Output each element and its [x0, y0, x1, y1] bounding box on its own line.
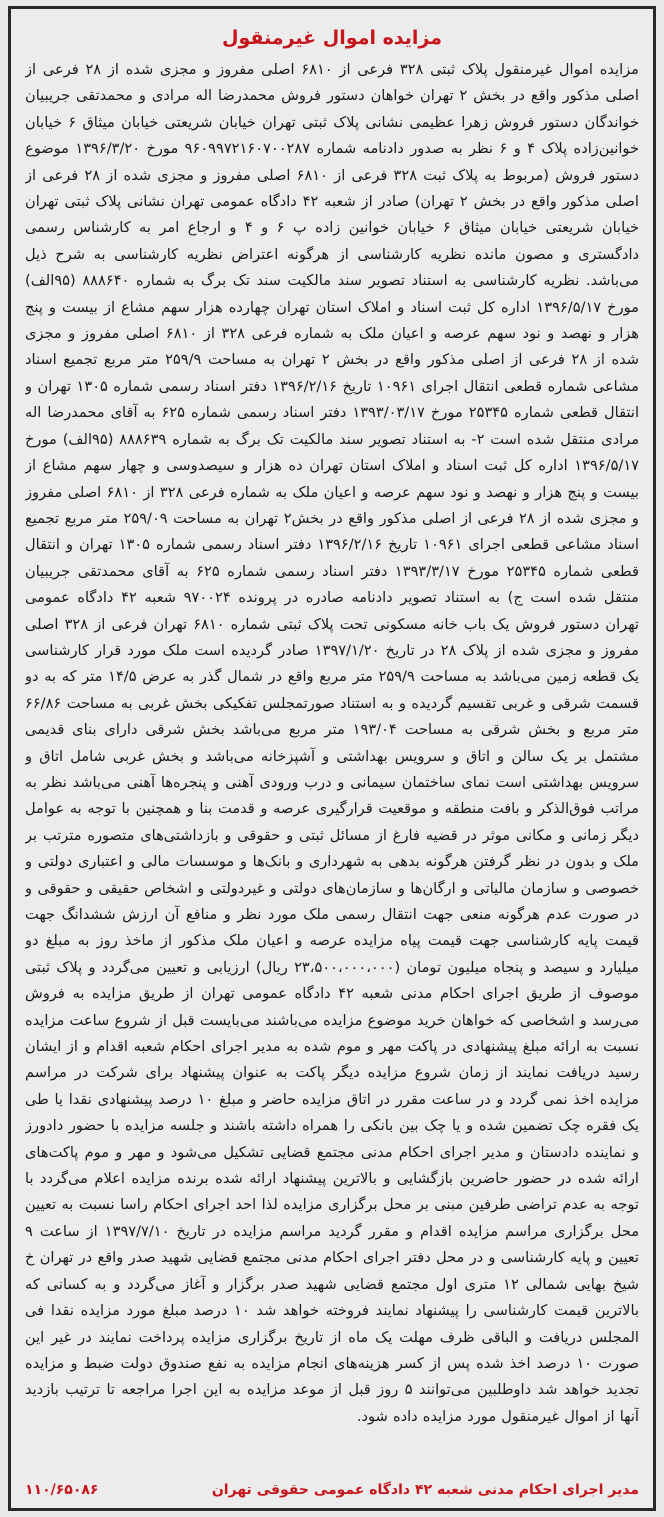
title-row — [25, 27, 639, 49]
notice-body: مزایده اموال غیرمنقول پلاک ثبتی ۳۲۸ فرعی از ۶۸۱۰ اصلی مفروز و مجزی شده از ۲۸ فرعی از اصلی مذکور واقع در بخش ۲ تهران خواهان دستور فروش محمدرضا اله مرادی و محمدتقی جریبیان خواندگان دستور فروش زهرا عظیمی نشانی پلاک ثبتی تهران خیابان شریعتی خیابان میثاق ۶ خیابان خوانین‌زاده پلاک ۴ و ۶ نظر به صدور دادنامه شماره ۹۶۰۹۹۷۲۱۶۰۷۰۰۲۸۷ مورخ ۱۳۹۶/۳/۲۰ موضوع دستور فروش (مربوط به پلاک ثبت ۳۲۸ فرعی از ۶۸۱۰ اصلی مفروز و مجزی شده از ۲۸ فرعی از اصلی مذکور واقع در بخش ۲ تهران) صادر از شعبه ۴۲ دادگاه عمومی تهران نشانی پلاک ثبتی تهران خیابان شریعتی خیابان میثاق ۶ خیابان خوانین زاده پ ۶ و ۴ و ارجاع امر به کارشناس رسمی دادگستری و مصون مانده نظریه کارشناسی از هرگونه اعتراض نظریه کارشناسی به شرح ذیل می‌باشد. نظریه کارشناسی به استناد تصویر سند مالکیت سند تک برگ به شماره ۸۸۸۶۴۰ (۹۵الف) مورخ ۱۳۹۶/۵/۱۷ اداره کل ثبت اسناد و املاک استان تهران چهارده هزار سهم مشاع از بیست و پنج هزار و نهصد و نود سهم عرصه و اعیان ملک به شماره فرعی ۳۲۸ از ۶۸۱۰ اصلی مفروز و مجزی شده از ۲۸ فرعی از اصلی مذکور واقع در بخش ۲ تهران به مساحت ۲۵۹/۹ متر مربع تجمیع اسناد مشاعی شماره قطعی انتقال اجرای ۱۰۹۶۱ تاریخ ۱۳۹۶/۲/۱۶ دفتر اسناد رسمی شماره ۱۳۰۵ تهران و انتقال قطعی شماره ۲۵۳۴۵ مورخ ۱۳۹۳/۰۳/۱۷ دفتر اسناد رسمی شماره ۶۲۵ به آقای محمدرضا اله مرادی منتقل شده است ۲- به استناد تصویر سند مالکیت تک برگ به شماره ۸۸۸۶۳۹ (۹۵الف) مورخ ۱۳۹۶/۵/۱۷ اداره کل ثبت اسناد و املاک استان تهران ده هزار و سیصدوسی و چهار سهم مشاع از بیست و پنج هزار و نهصد و نود سهم عرصه و اعیان ملک به شماره فرعی ۳۲۸ از ۶۸۱۰ اصلی مفروز و مجزی شده از ۲۸ فرعی از اصلی مذکور واقع در بخش۲ تهران به مساحت ۲۵۹/۰۹ متر مربع تجمیع اسناد مشاعی قطعی اجرای ۱۰۹۶۱ تاریخ ۱۳۹۶/۲/۱۶ دفتر اسناد رسمی شماره ۱۳۰۵ تهران و انتقال قطعی شماره ۲۵۳۴۵ مورخ ۱۳۹۳/۳/۱۷ دفتر اسناد رسمی شماره ۶۲۵ به آقای محمدتقی جریبیان منتقل شده است ج) به استناد تصویر دادنامه صادره در پرونده ۹۷۰۰۲۴ شعبه ۴۲ دادگاه عمومی تهران دستور فروش یک باب خانه مسکونی تحت پلاک ثبتی شماره ۶۸۱۰ تهران فرعی از ۳۲۸ اصلی مفروز و مجزی شده از پلاک ۲۸ در تاریخ ۱۳۹۷/۱/۲۰ صادر گردیده است ملک مورد قرار کارشناسی یک قطعه زمین می‌باشد به مساحت ۲۵۹/۹ متر مربع واقع در شمال گذر به عرض ۱۴/۵ متر که به دو قسمت شرقی و غربی تقسیم گردیده و به استناد صورتمجلس تفکیکی بخش غربی به مساحت ۶۶/۸۶ متر مربع و بخش شرقی به مساحت ۱۹۳/۰۴ متر مربع می‌باشد بخش شرقی دارای بنای قدیمی مشتمل بر یک سالن و اتاق و سرویس بهداشتی و آشپزخانه می‌باشد و بخش غربی شامل اتاق و سرویس بهداشتی است نمای ساختمان سیمانی و درب ورودی آهنی و پنجره‌ها آهنی می‌باشد نظر به مراتب فوق‌الذکر و بافت منطقه و موقعیت قرارگیری عرصه و قدمت بنا و همچنین با توجه به عوامل دیگر زمانی و مکانی موثر در قضیه فارغ از مسائل ثبتی و حقوقی و بازداشتی‌های متصوره مترتب بر ملک و بدون در نظر گرفتن هرگونه بدهی به شهرداری و بانک‌ها و موسسات مالی و اعتباری دولتی و خصوصی و سازمان مالیاتی و ارگان‌ها و سازمان‌های دولتی و غیردولتی و اشخاص حقیقی و حقوقی و در صورت عدم هرگونه منعی جهت انتقال رسمی ملک مورد نظر و منافع آن ارزش ششدانگ جهت قیمت پایه کارشناسی جهت قیمت پیاه مزایده عرصه و اعیان ملک مذکور از ماخذ روز به مبلغ دو میلیارد و سیصد و پنجاه میلیون تومان (۲۳،۵۰۰،۰۰۰،۰۰۰ ریال) ارزیابی و تعیین می‌گردد و پلاک ثبتی موصوف از طریق اجرای احکام مدنی شعبه ۴۲ دادگاه عمومی تهران از طریق مزایده به فروش می‌رسد و اشخاصی که خواهان خرید موضوع مزایده می‌باشند می‌بایست قبل از شروع ساعت مزایده نسبت به ارائه مبلغ پیشنهادی در پاکت مهر و موم شده به مدیر اجرای احکام شعبه اقدام و از ایشان رسید دریافت نمایند از زمان شروع مزایده دیگر پاکت به عنوان پیشنهاد برای شرکت در مراسم مزایده اخذ نمی گردد و در ساعت مقرر در اتاق مزایده حاضر و مبلغ ۱۰ درصد پیشنهادی نقدا یا طی یک فقره چک تضمین شده و یا چک بین بانکی را همراه داشته باشند و جلسه مزایده با حضور دادورز و نماینده دادستان و مدیر اجرای احکام مدنی مجتمع قضایی تشکیل می‌شود و مهر و موم پاکت‌های ارائه شده در حضور حاضرین بازگشایی و بالاترین پیشنهاد ارائه شده برنده مزایده اعلام می‌گردد با توجه به عدم تراضی طرفین مبنی بر محل برگزاری مزایده لذا احد اجرای احکام راسا نسبت به تعیین محل برگزاری مراسم مزایده اقدام و مقرر گردید مراسم مزایده در تاریخ ۱۳۹۷/۷/۱۰ از ساعت ۹ تعیین و پایه کارشناسی و در محل دفتر اجرای احکام مدنی مجتمع قضایی شهید صدر واقع در تهران خ شیخ بهایی شمالی ۱۲ متری اول مجتمع قضایی شهید صدر برگزار و آغاز می‌گردد و به کسانی که بالاترین قیمت کارشناسی را پیشنهاد نمایند فروخته خواهد شد ۱۰ درصد مبلغ مورد مزایده نقدا فی المجلس دریافت و الباقی ظرف مهلت یک ماه از تاریخ برگزاری مزایده پرداخت نمایند در غیر این صورت ۱۰ درصد اخذ شده پس از کسر هزینه‌های انجام مزایده به نفع صندوق دولت ضبط و مزایده تجدید خواهد شد داوطلبین می‌توانند ۵ روز قبل از موعد مزایده به این اجرا مراجعه تا ترتیب بازدید آنها از اموال غیرمنقول مورد مزایده داده شود. — [25, 61, 639, 1425]
notice-frame — [8, 6, 656, 1511]
notice-title: مزایده اموال غیرمنقول — [222, 27, 442, 49]
notice-code: ۱۱۰/۶۵۰۸۶ — [25, 1482, 99, 1498]
notice-footer — [25, 1480, 639, 1498]
signature-line: مدیر اجرای احکام مدنی شعبه ۴۲ دادگاه عمومی حقوقی تهران — [211, 1482, 639, 1498]
